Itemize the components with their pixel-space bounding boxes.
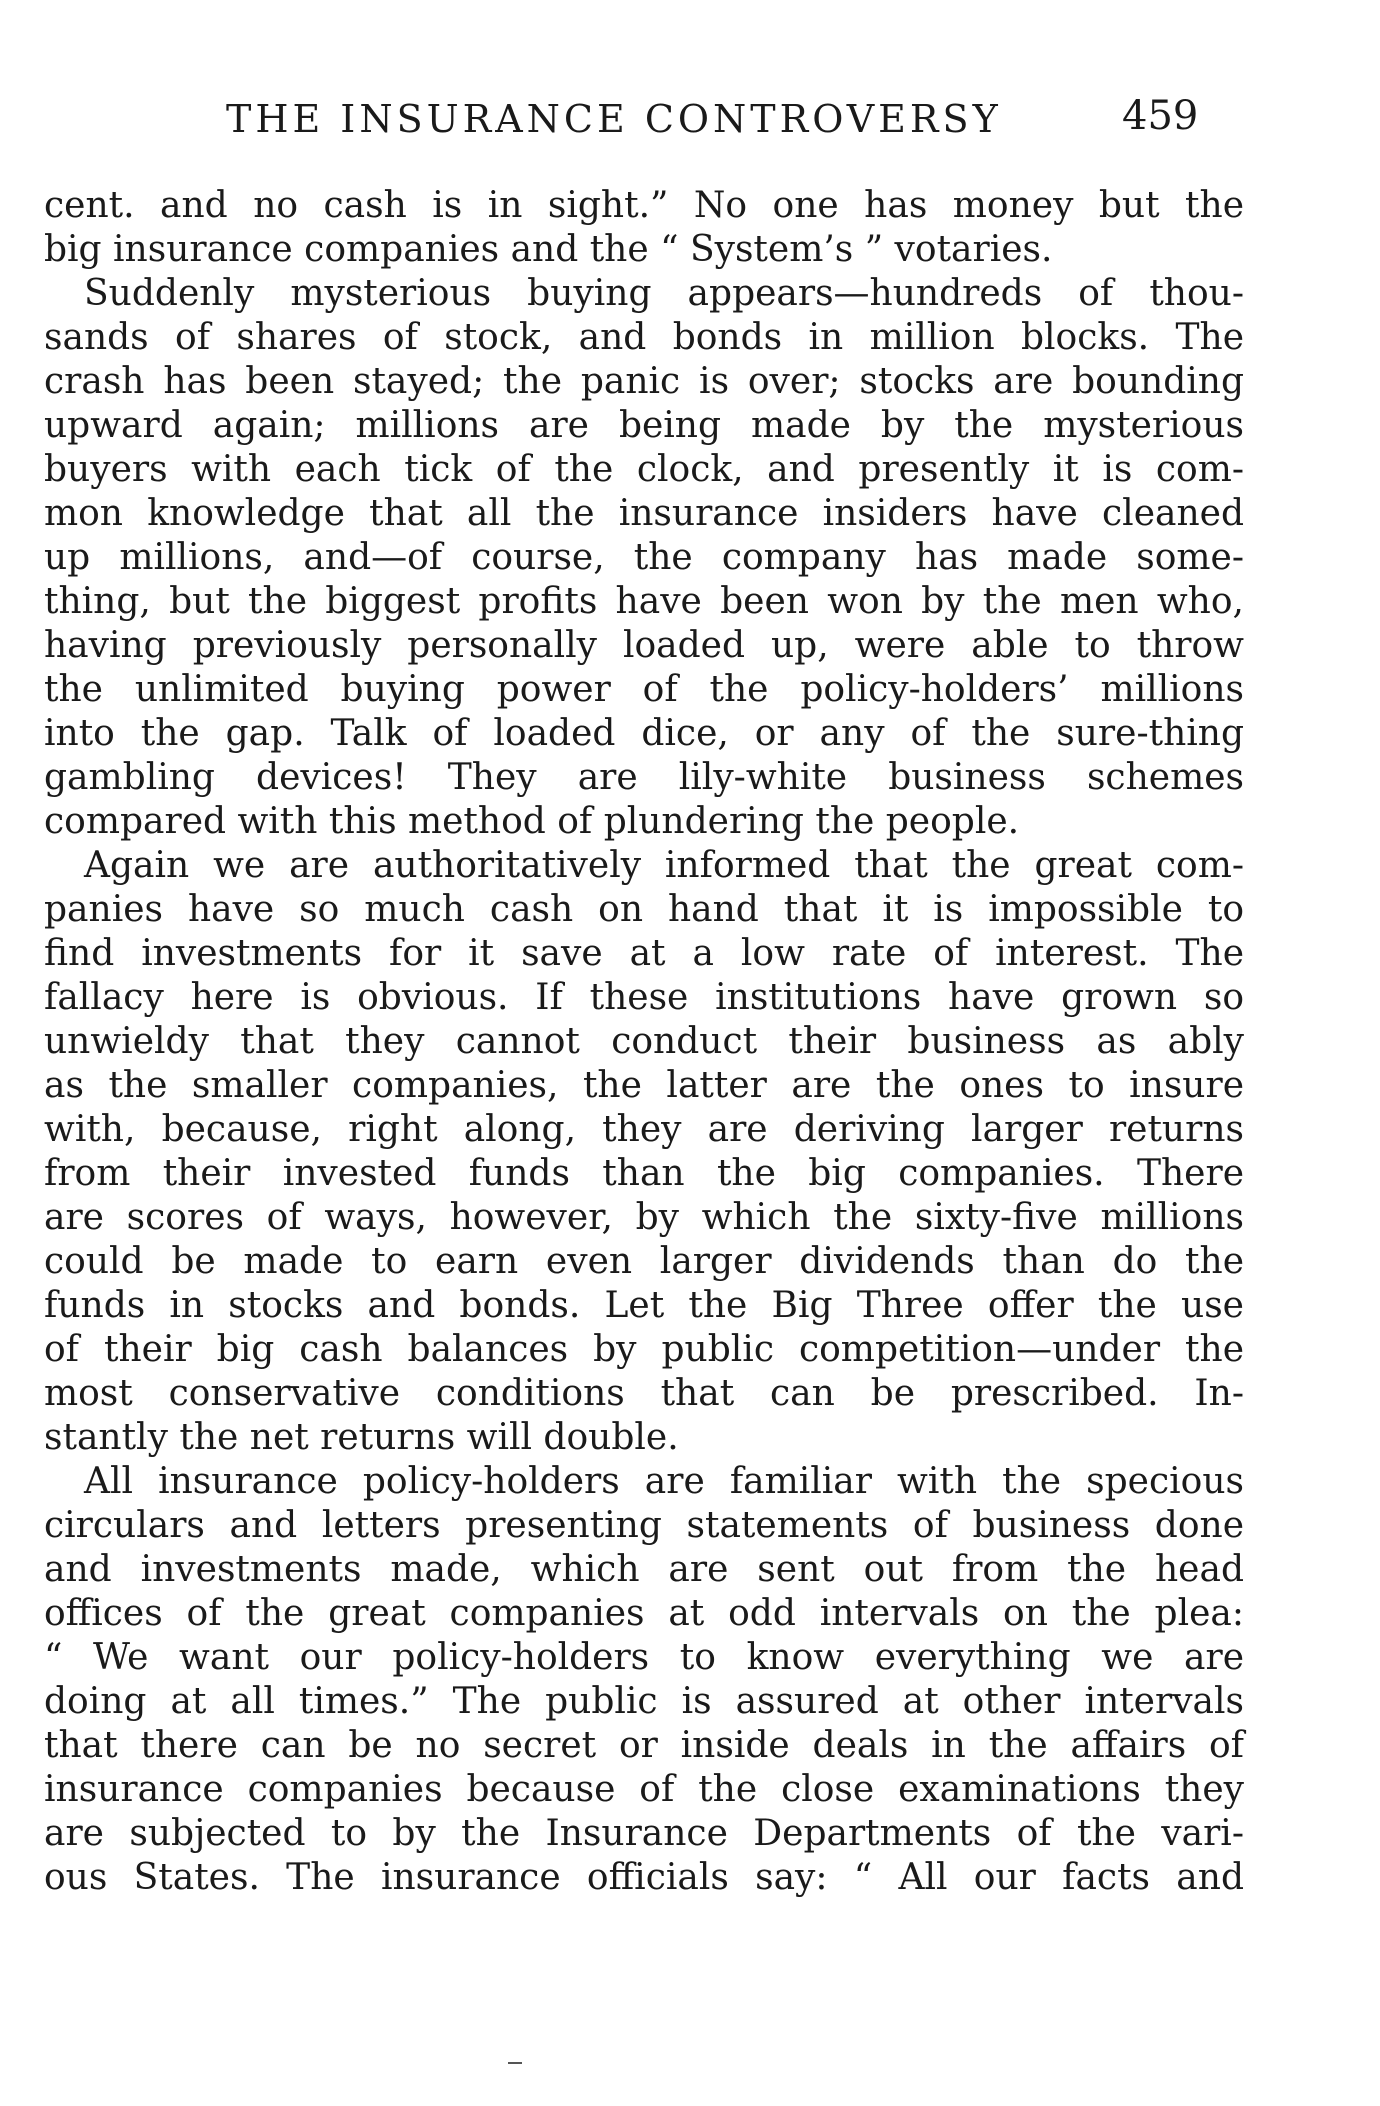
text-line: from their invested funds than the big companies. There — [44, 1153, 1244, 1194]
text-line: thing, but the biggest profits have been won by the men who, — [44, 581, 1244, 622]
text-line: sands of shares of stock, and bonds in million blocks. The — [44, 317, 1244, 358]
text-line: as the smaller companies, the latter are the ones to insure — [44, 1065, 1244, 1106]
text-line: big insurance companies and the “ System’s ” votaries. — [44, 229, 1053, 270]
text-line: unwieldy that they cannot conduct their business as ably — [44, 1021, 1244, 1062]
text-line: ous States. The insurance officials say: “ All our facts and — [44, 1857, 1244, 1898]
text-line: having previously personally loaded up, were able to throw — [44, 625, 1244, 666]
paragraph-start-line: Again we are authoritatively informed that the great com- — [84, 845, 1244, 886]
text-line: are scores of ways, however, by which the sixty-five millions — [44, 1197, 1244, 1238]
paragraph-start-line: All insurance policy-holders are familiar with the specious — [84, 1461, 1244, 1502]
text-line: are subjected to by the Insurance Departments of the vari- — [44, 1813, 1244, 1854]
text-line: most conservative conditions that can be prescribed. In- — [44, 1373, 1244, 1414]
paragraph-start-line: Suddenly mysterious buying appears—hundreds of thou- — [84, 273, 1244, 314]
print-mark — [508, 2062, 522, 2064]
text-line: compared with this method of plundering the people. — [44, 801, 1020, 842]
text-line: and investments made, which are sent out from the head — [44, 1549, 1244, 1590]
text-line: upward again; millions are being made by the mysterious — [44, 405, 1244, 446]
text-line: cent. and no cash is in sight.” No one has money but the — [44, 185, 1244, 226]
page-number: 459 — [1122, 93, 1199, 139]
text-line: fallacy here is obvious. If these institutions have grown so — [44, 977, 1244, 1018]
running-title: THE INSURANCE CONTROVERSY — [226, 97, 1002, 141]
text-line: stantly the net returns will double. — [44, 1417, 679, 1458]
text-line: with, because, right along, they are deriving larger returns — [44, 1109, 1244, 1150]
text-line: could be made to earn even larger dividends than do the — [44, 1241, 1244, 1282]
text-line: “ We want our policy-holders to know everything we are — [44, 1637, 1244, 1678]
text-line: that there can be no secret or inside deals in the affairs of — [44, 1725, 1244, 1766]
text-line: offices of the great companies at odd intervals on the plea: — [44, 1593, 1244, 1634]
text-line: mon knowledge that all the insurance insiders have cleaned — [44, 493, 1244, 534]
text-line: gambling devices! They are lily-white business schemes — [44, 757, 1244, 798]
text-line: funds in stocks and bonds. Let the Big Three offer the use — [44, 1285, 1244, 1326]
text-line: find investments for it save at a low rate of interest. The — [44, 933, 1244, 974]
text-line: of their big cash balances by public competition—under the — [44, 1329, 1244, 1370]
text-line: up millions, and—of course, the company has made some- — [44, 537, 1244, 578]
text-line: the unlimited buying power of the policy-holders’ millions — [44, 669, 1244, 710]
text-line: buyers with each tick of the clock, and presently it is com- — [44, 449, 1244, 490]
body-text — [44, 184, 1244, 1900]
text-line: into the gap. Talk of loaded dice, or any of the sure-thing — [44, 713, 1244, 754]
text-line: panies have so much cash on hand that it is impossible to — [44, 889, 1244, 930]
text-line: insurance companies because of the close examinations they — [44, 1769, 1244, 1810]
text-line: circulars and letters presenting statements of business done — [44, 1505, 1244, 1546]
text-line: crash has been stayed; the panic is over; stocks are bounding — [44, 361, 1244, 402]
text-line: doing at all times.” The public is assured at other intervals — [44, 1681, 1244, 1722]
